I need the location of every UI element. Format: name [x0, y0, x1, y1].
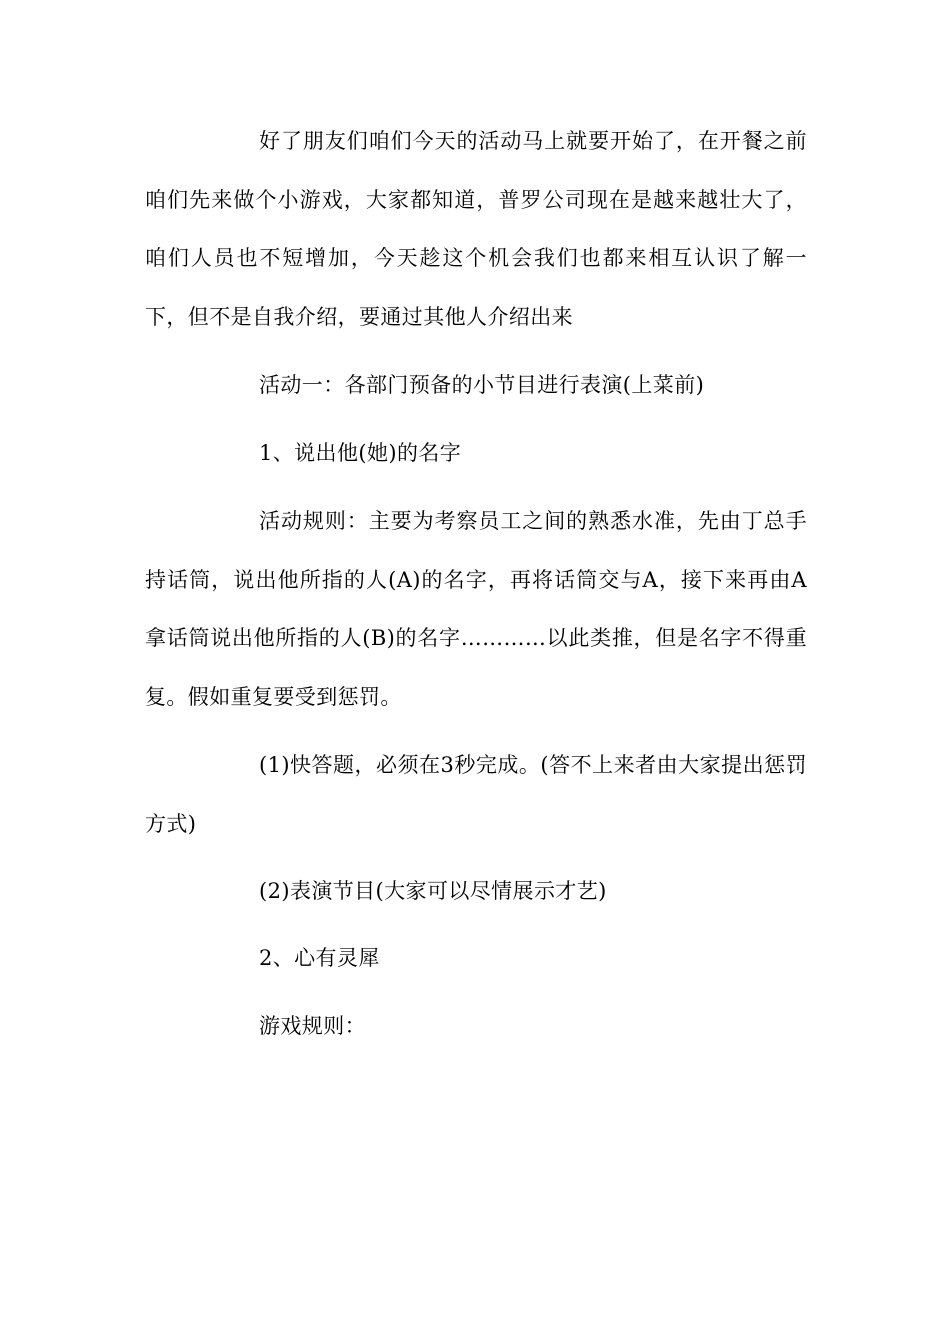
- activity-rules-paragraph: 活动规则：主要为考察员工之间的熟悉水准，先由丁总手持话筒，说出他所指的人(A)的名字，再将话筒交与A，接下来再由A拿话筒说出他所指的人(B)的名字…………以此类推，但是名字不得重复。假如重复要受到惩罚。: [145, 509, 807, 709]
- section-2-heading: 2、心有灵犀: [259, 946, 380, 970]
- quick-answer-item: (1)快答题，必须在3秒完成。(答不上来者由大家提出惩罚方式): [145, 753, 807, 836]
- performance-item: (2)表演节目(大家可以尽情展示才艺): [259, 879, 607, 903]
- game-rules-label: 游戏规则：: [259, 1014, 366, 1038]
- section-1-heading: 1、说出他(她)的名字: [259, 441, 462, 465]
- intro-paragraph: 好了朋友们咱们今天的活动马上就要开始了，在开餐之前咱们先来做个小游戏，大家都知道，普罗公司现在是越来越壮大了，咱们人员也不短增加，今天趁这个机会我们也都来相互认识了解一下，但不是自我介绍，要通过其他人介绍出来: [145, 129, 807, 329]
- activity-one-heading: 活动一：各部门预备的小节目进行表演(上菜前): [259, 373, 705, 397]
